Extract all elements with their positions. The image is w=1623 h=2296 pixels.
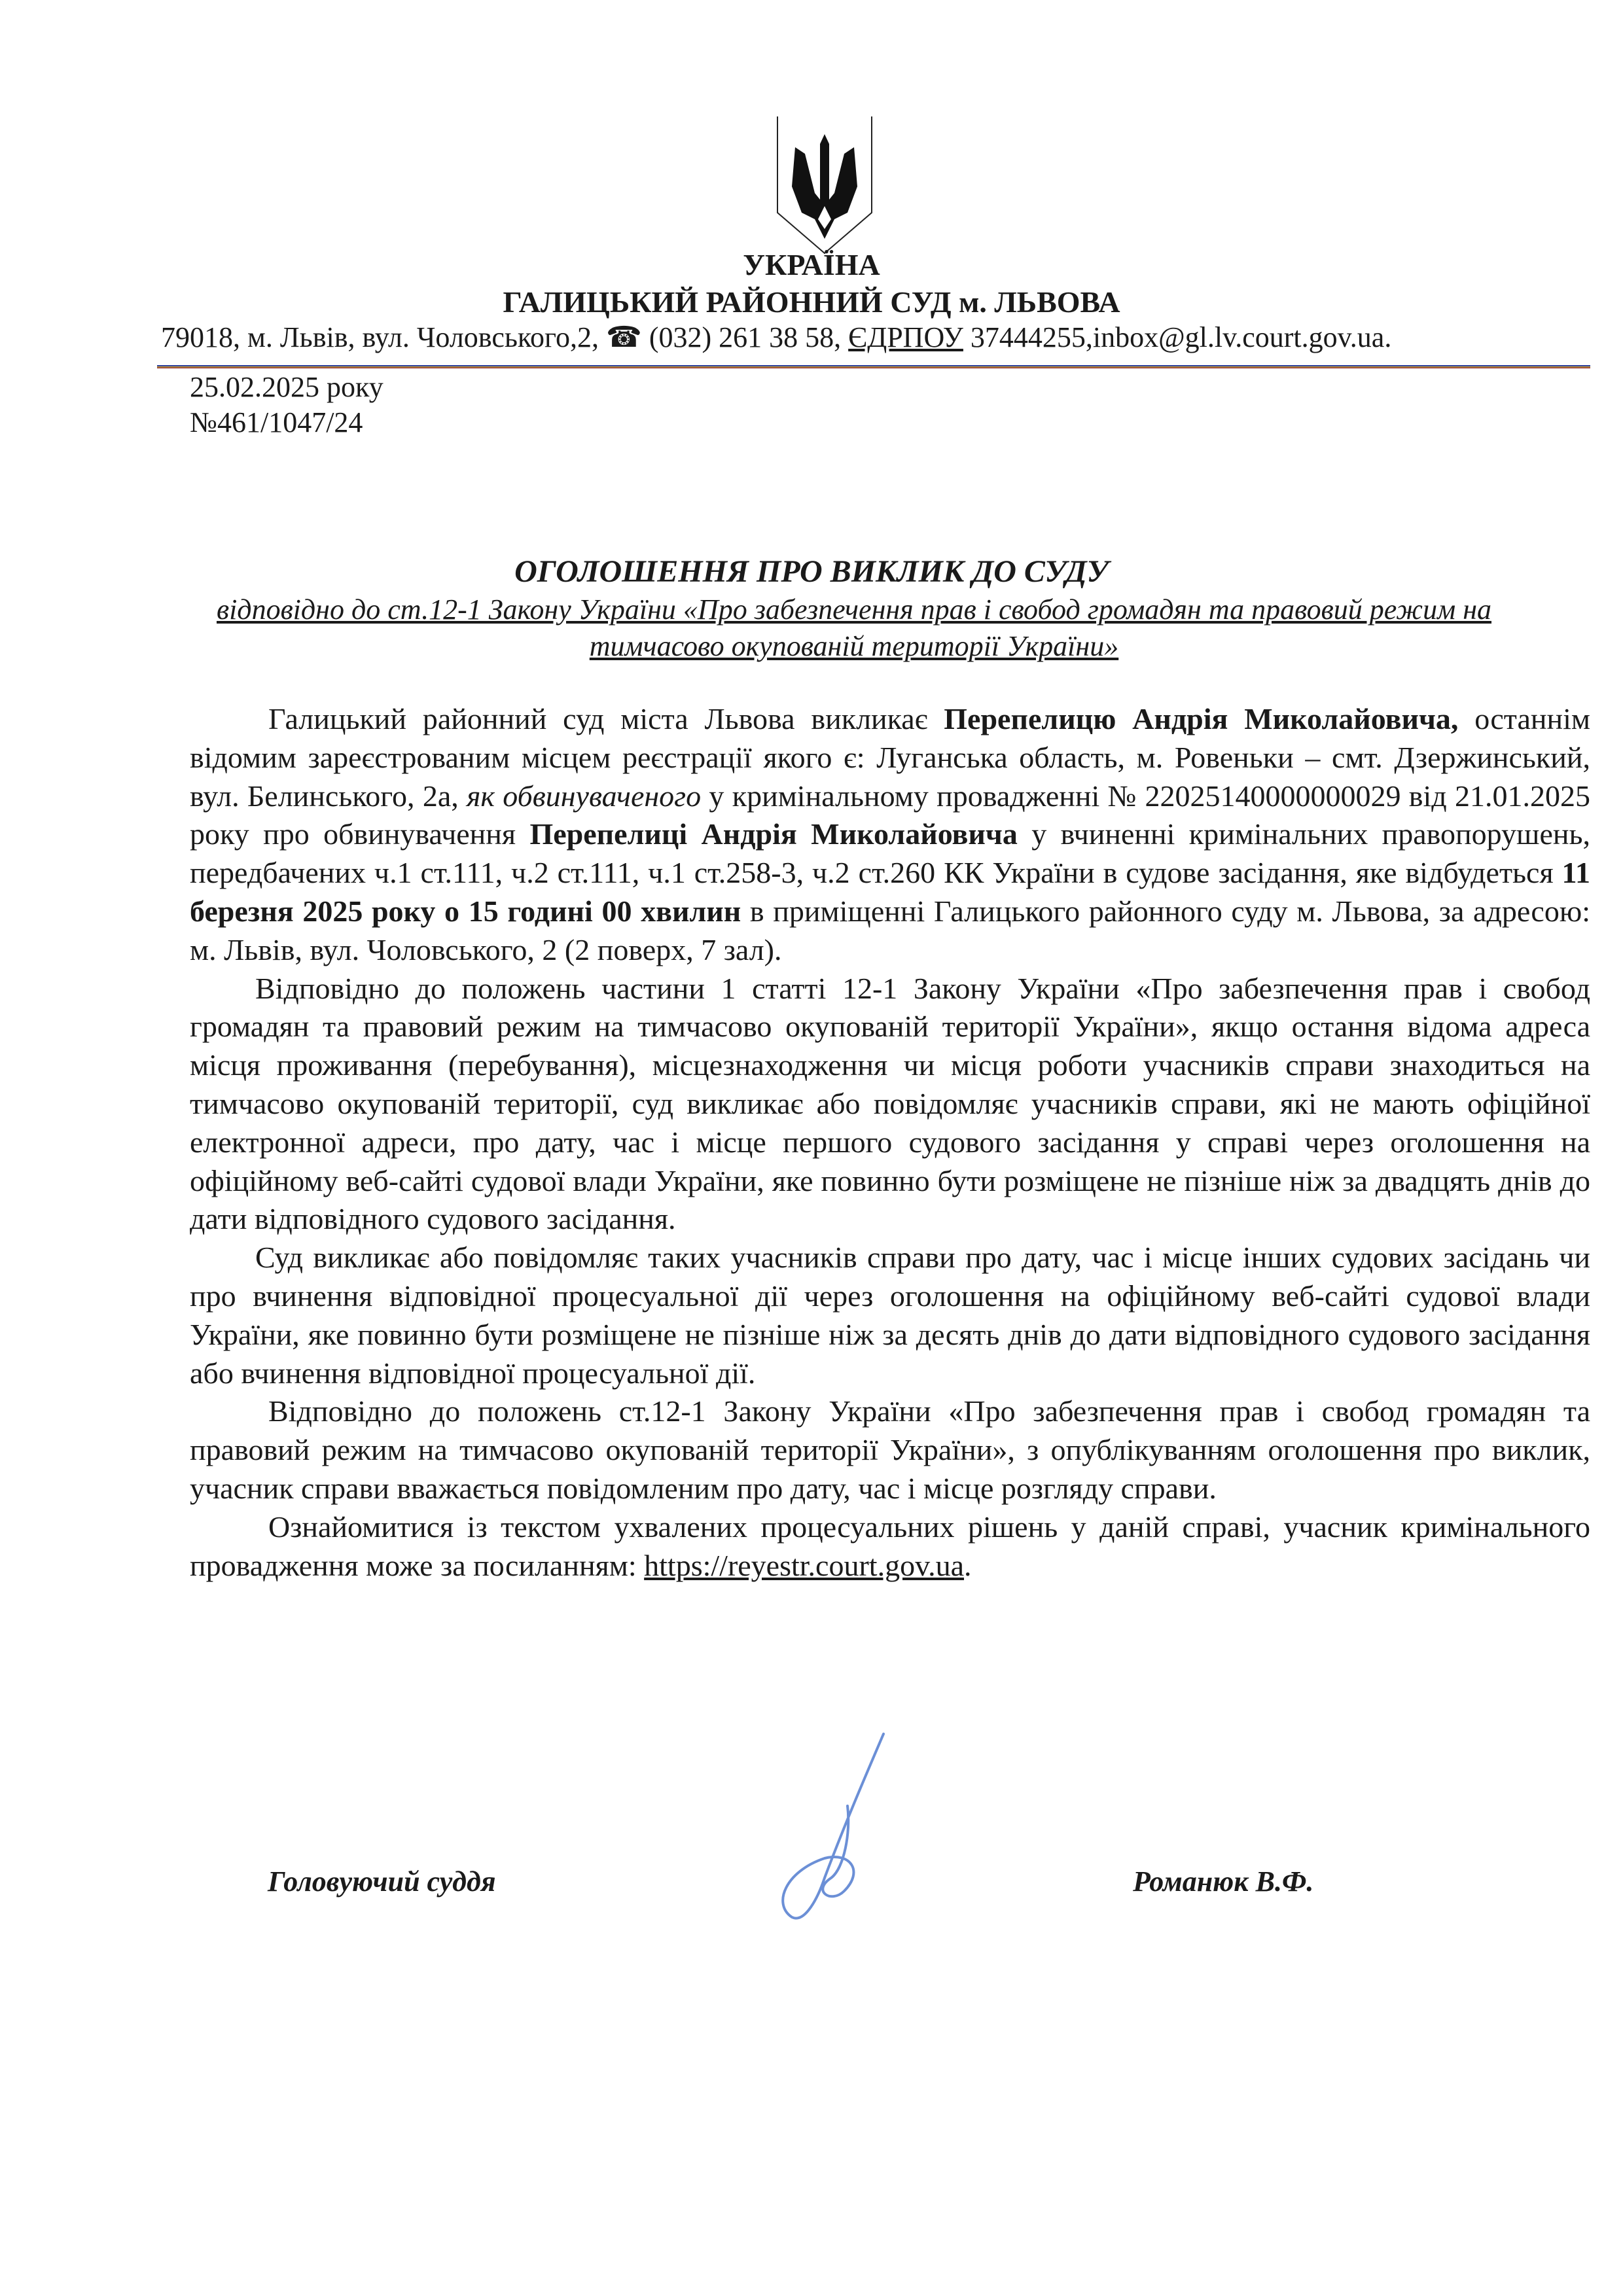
court-address: 79018, м. Львів, вул. Чоловського,2, xyxy=(161,321,599,353)
text: в приміщенні Галицького районного суду м. Львова, за адресою: м. Львів, вул. Чоловського, 2 (2 поверх, 7 зал). xyxy=(190,894,1590,966)
text: Ознайомитися із текстом ухвалених процесуальних рішень у даній справі, учасник кримінального провадження може за посиланням: xyxy=(190,1510,1590,1582)
edrpou-value: 37444255, xyxy=(963,321,1093,353)
court-email: inbox@gl.lv.court.gov.ua. xyxy=(1092,321,1392,353)
paragraph-summons xyxy=(190,700,1590,970)
text: у кримінальному провадженні № 22025140000000029 від 21.01.2025 року про обвинувачення xyxy=(190,779,1591,851)
trident-emblem-icon xyxy=(776,115,874,255)
document-date: 25.02.2025 року xyxy=(190,371,383,403)
document-title: ОГОЛОШЕННЯ ПРО ВИКЛИК ДО СУДУ xyxy=(514,554,1109,589)
paragraph-link xyxy=(190,1508,1590,1585)
hearing-datetime: 11 березня 2025 року о 15 годині 00 хвилин xyxy=(190,856,1590,928)
handwritten-signature xyxy=(753,1727,916,1937)
court-name-heading: ГАЛИЦЬКИЙ РАЙОННИЙ СУД м. ЛЬВОВА xyxy=(503,285,1120,319)
signature-name: Романюк В.Ф. xyxy=(1133,1865,1314,1898)
case-number: №461/1047/24 xyxy=(190,406,363,438)
defendant-name: Перепелиці Андрія Миколайовича xyxy=(529,817,1018,851)
text: останнім відомим зареєстрованим місцем реєстрації якого є: Луганська область, м. Ровеньки – смт. Дзержинський, вул. Белинського, 2а, xyxy=(190,702,1590,813)
signature-role: Головуючий суддя xyxy=(268,1865,496,1898)
edrpou-label: ЄДРПОУ xyxy=(848,321,963,353)
paragraph-law-3: Відповідно до положень ст.12-1 Закону України «Про забезпечення прав і свобод громадян та правовий режим на тимчасово окупованій території України», з опублікуванням оголошення про виклик, учасник справи вважається повідомленим про дату, час і місце розгляду справи. xyxy=(190,1394,1590,1505)
header-divider xyxy=(157,365,1590,368)
paragraph-law-2: Суд викликає або повідомляє таких учасників справи про дату, час і місце інших судових засідань чи про вчинення відповідної процесуальної дії через оголошення на офіційному веб-сайті судової влади України, яке повинно бути розміщене не пізніше ніж за десять днів до дати відповідного судового засідання або вчинення відповідної процесуальної дії. xyxy=(190,1241,1590,1390)
court-phone: (032) 261 38 58, xyxy=(649,321,842,353)
country-heading: УКРАЇНА xyxy=(743,248,880,281)
document-subtitle: відповідно до ст.12-1 Закону України «Про забезпечення прав і свобод громадян та правовий режим на тимчасово окупованій території України» xyxy=(216,593,1492,662)
text: у вчиненні кримінальних правопорушень, передбачених ч.1 ст.111, ч.2 ст.111, ч.1 ст.258-3, ч.2 ст.260 КК України в судове засідання, яке відбудеться xyxy=(190,817,1590,890)
text: . xyxy=(964,1548,972,1582)
text: Галицький районний суд міста Львова викликає xyxy=(268,702,944,735)
phone-icon: ☎ xyxy=(606,321,642,353)
paragraph-law-1: Відповідно до положень частини 1 статті 12-1 Закону України «Про забезпечення прав і свобод громадян та правовий режим на тимчасово окупованій території України», якщо остання відома адреса місця проживання (перебування), місцезнаходження чи місця роботи учасників справи знаходиться на тимчасово окупованій території, суд викликає або повідомляє учасників справи, які не мають офіційної електронної адреси, про дату, час і місце першого судового засідання у справі через оголошення на офіційному веб-сайті судової влади України, яке повинно бути розміщене не пізніше ніж за двадцять днів до дати відповідного судового засідання. xyxy=(190,971,1590,1236)
defendant-role: як обвинуваченого xyxy=(467,779,702,813)
document-body xyxy=(190,700,1590,1585)
registry-link[interactable]: https://reyestr.court.gov.ua xyxy=(644,1548,965,1582)
defendant-name: Перепелицю Андрія Миколайовича, xyxy=(944,702,1459,735)
court-contacts xyxy=(161,321,1391,354)
